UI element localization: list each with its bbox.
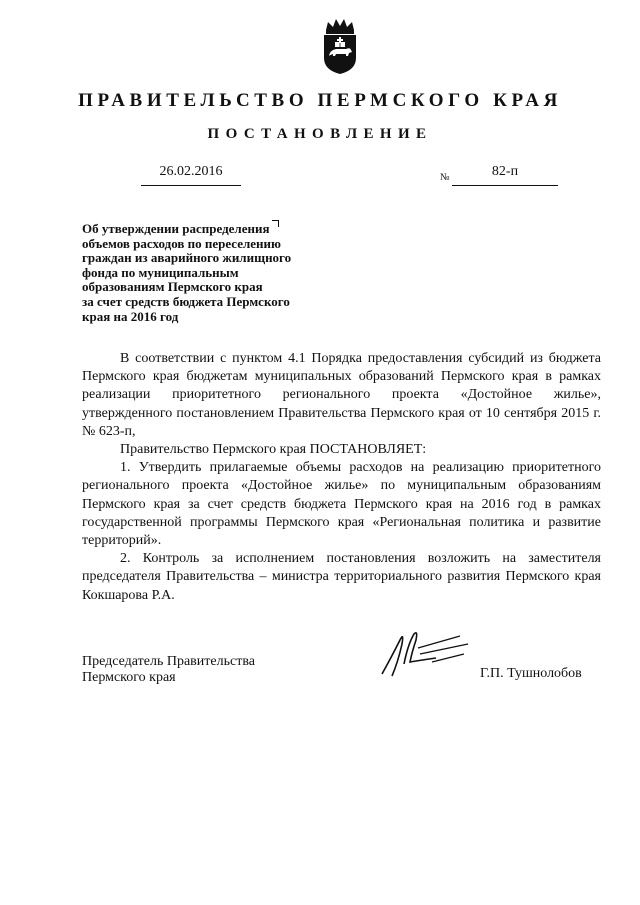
- document-body: [82, 350, 601, 605]
- document-date: 26.02.2016: [159, 164, 223, 179]
- signer-name: Г.П. Тушнолобов: [480, 666, 582, 681]
- number-underline: [452, 185, 558, 186]
- date-underline: [141, 185, 241, 186]
- subject-line: фонда по муниципальным: [82, 264, 239, 280]
- number-field: [452, 163, 558, 186]
- government-title: ПРАВИТЕЛЬСТВО ПЕРМСКОГО КРАЯ: [78, 90, 562, 111]
- body-paragraph: Правительство Пермского края ПОСТАНОВЛЯЕТ:: [120, 442, 427, 458]
- subject-line: объемов расходов по переселению: [82, 235, 281, 251]
- signer-position-line: Председатель Правительства: [82, 654, 255, 669]
- document-number: 82-п: [491, 164, 519, 179]
- document-type: ПОСТАНОВЛЕНИЕ: [207, 126, 433, 142]
- number-sign: №: [440, 172, 450, 183]
- body-paragraph: 2. Контроль за исполнением постановления возложить на заместителя председателя Правительства – министра территориального развития Пермского края Кокшарова Р.А.: [82, 551, 601, 603]
- subject-line: граждан из аварийного жилищного: [82, 250, 292, 266]
- subject-line: края на 2016 год: [82, 308, 179, 324]
- body-paragraph: 1. Утвердить прилагаемые объемы расходов на реализацию приоритетного регионального проекта «Достойное жилье» по муниципальным образованиям Пермского края за счет средств бюджета Пермского края на 2016 год в рамках государственной программы Пермского края «Региональная политика и развитие территорий».: [82, 460, 601, 549]
- signer-position: [82, 654, 255, 686]
- subject-line: образованиям Пермского края: [82, 279, 263, 295]
- document-subject: [82, 220, 342, 324]
- signer-position-line: Пермского края: [82, 670, 176, 685]
- date-field: [141, 163, 241, 186]
- body-paragraph: В соответствии с пунктом 4.1 Порядка предоставления субсидий из бюджета Пермского края бюджетам муниципальных образований Пермского края в рамках реализации приоритетного регионального проекта «Достойное жилье», утвержденного постановлением Правительства Пермского края от 10 сентября 2015 г. № 623-п,: [82, 351, 601, 439]
- corner-mark: [272, 220, 279, 227]
- subject-line: Об утверждении распределения: [82, 220, 342, 237]
- coat-of-arms-emblem: [318, 16, 362, 76]
- subject-line: за счет средств бюджета Пермского: [82, 293, 290, 309]
- handwritten-signature: [378, 622, 478, 682]
